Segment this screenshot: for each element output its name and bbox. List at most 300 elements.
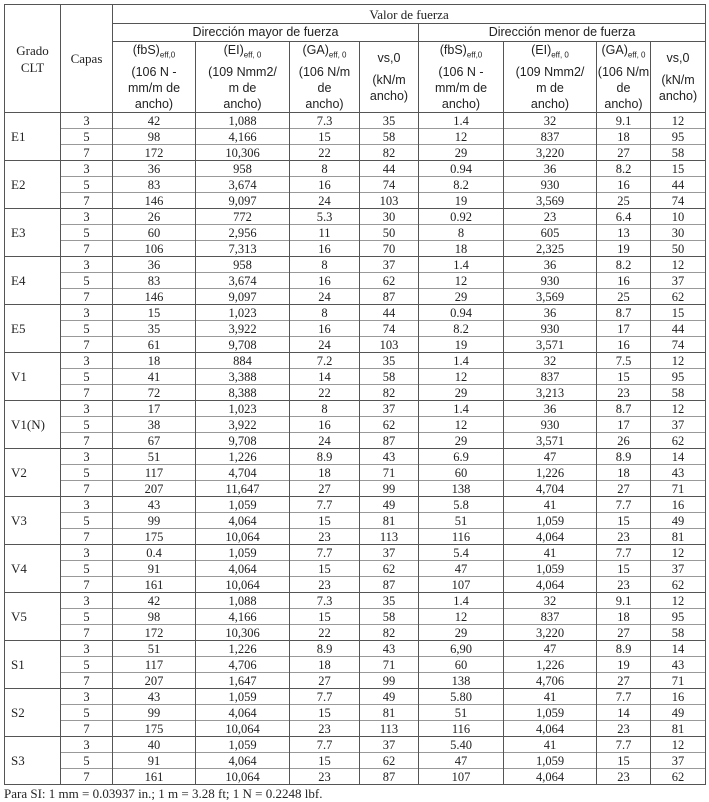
value-group-header: Valor de fuerza [113,5,706,24]
value-cell: 23 [504,209,597,225]
layers-cell: 7 [61,577,113,593]
value-cell: 36 [504,401,597,417]
value-cell: 47 [504,449,597,465]
col-unit-line: (106 N/m [298,64,351,79]
col-unit-line: ancho) [658,88,698,103]
value-cell: 4,064 [504,769,597,785]
col-unit-line: (106 N/m [597,64,650,79]
table-row [5,401,706,417]
col-symbol-subscript: eff, 0 [243,50,262,60]
value-cell: 37 [360,737,419,753]
value-cell: 18 [597,129,651,145]
value-cell: 930 [504,177,597,193]
value-cell: 4,064 [504,529,597,545]
table-header [5,5,706,113]
col-symbol: (fbS) [439,43,467,58]
table-row [5,241,706,257]
value-cell: 884 [196,353,290,369]
value-cell: 37 [360,545,419,561]
table-row [5,577,706,593]
value-cell: 7.7 [597,737,651,753]
value-cell: 71 [651,481,706,497]
value-cell: 16 [290,321,360,337]
major-col-header-2 [290,42,360,113]
value-cell: 27 [597,625,651,641]
col-unit-line: de [317,80,332,95]
value-cell: 15 [597,561,651,577]
value-cell: 12 [651,353,706,369]
col-unit-line: mm/m de [127,80,181,95]
value-cell: 161 [113,769,196,785]
major-col-header-1 [196,42,290,113]
table-row [5,497,706,513]
col-symbol: (EI) [531,43,552,58]
value-cell: 43 [651,465,706,481]
value-cell: 1,059 [196,689,290,705]
value-cell: 62 [651,577,706,593]
col-symbol-subscript: eff, 0 [551,50,569,60]
value-cell: 16 [290,177,360,193]
value-cell: 0.94 [419,305,504,321]
value-cell: 42 [113,113,196,129]
value-cell: 87 [360,433,419,449]
value-cell: 32 [504,353,597,369]
grade-cell: V1 [5,353,61,401]
value-cell: 99 [360,481,419,497]
value-cell: 98 [113,129,196,145]
layers-cell: 7 [61,721,113,737]
table-row [5,289,706,305]
table-body [5,113,706,785]
value-cell: 47 [419,753,504,769]
value-cell: 107 [419,769,504,785]
layers-cell: 5 [61,465,113,481]
value-cell: 99 [360,673,419,689]
value-cell: 36 [504,161,597,177]
layers-cell: 7 [61,481,113,497]
grade-cell: V1(N) [5,401,61,449]
grade-cell: V2 [5,449,61,497]
value-cell: 29 [419,385,504,401]
value-cell: 83 [113,177,196,193]
table-row [5,737,706,753]
col-unit-line: (109 Nmm2/ [515,64,585,79]
table-row [5,257,706,273]
layers-cell: 7 [61,193,113,209]
value-cell: 5.80 [419,689,504,705]
value-cell: 9,708 [196,433,290,449]
value-cell: 62 [360,417,419,433]
col-symbol: (GA) [302,43,329,58]
value-cell: 87 [360,289,419,305]
table-row [5,305,706,321]
layers-cell: 7 [61,385,113,401]
value-cell: 19 [597,241,651,257]
value-cell: 8.7 [597,305,651,321]
table-row [5,769,706,785]
value-cell: 103 [360,193,419,209]
col-unit-line: ancho) [604,96,643,111]
value-cell: 8.2 [597,257,651,273]
value-cell: 7.7 [597,497,651,513]
value-cell: 15 [290,513,360,529]
layers-cell: 3 [61,305,113,321]
value-cell: 15 [651,161,706,177]
value-cell: 44 [651,321,706,337]
value-cell: 1.4 [419,401,504,417]
value-cell: 19 [419,193,504,209]
value-cell: 8 [290,161,360,177]
value-cell: 0.92 [419,209,504,225]
value-cell: 70 [360,241,419,257]
value-cell: 81 [360,705,419,721]
col-unit-line: de [616,80,631,95]
value-cell: 7.2 [290,353,360,369]
value-cell: 81 [651,529,706,545]
value-cell: 49 [651,513,706,529]
value-cell: 161 [113,577,196,593]
layers-cell: 3 [61,641,113,657]
value-cell: 83 [113,273,196,289]
col-unit-line: (kN/m [372,72,406,87]
value-cell: 26 [113,209,196,225]
value-cell: 6.9 [419,449,504,465]
value-cell: 22 [290,625,360,641]
value-cell: 4,706 [196,657,290,673]
layers-cell: 7 [61,769,113,785]
col-unit-line: ancho) [441,96,481,111]
value-cell: 29 [419,625,504,641]
value-cell: 37 [651,273,706,289]
value-cell: 58 [651,385,706,401]
grade-cell: E5 [5,305,61,353]
value-cell: 72 [113,385,196,401]
grade-cell: S3 [5,737,61,785]
layers-cell: 3 [61,689,113,705]
value-cell: 12 [651,737,706,753]
col-symbol: (GA) [601,43,628,58]
value-cell: 47 [419,561,504,577]
value-cell: 8,388 [196,385,290,401]
table-row [5,545,706,561]
value-cell: 0.94 [419,161,504,177]
minor-col-header-3 [651,42,706,113]
value-cell: 7.7 [597,545,651,561]
grade-cell: V4 [5,545,61,593]
value-cell: 12 [419,129,504,145]
value-cell: 8.9 [290,641,360,657]
table-row [5,561,706,577]
value-cell: 51 [419,513,504,529]
value-cell: 49 [360,497,419,513]
value-cell: 41 [504,497,597,513]
value-cell: 1,059 [504,753,597,769]
value-cell: 62 [360,561,419,577]
value-cell: 32 [504,593,597,609]
value-cell: 43 [113,497,196,513]
value-cell: 7.7 [290,545,360,561]
grade-cell: E3 [5,209,61,257]
layers-cell: 5 [61,417,113,433]
value-cell: 37 [651,417,706,433]
value-cell: 1.4 [419,593,504,609]
value-cell: 15 [597,513,651,529]
value-cell: 4,704 [196,465,290,481]
value-cell: 1,059 [196,497,290,513]
value-cell: 27 [290,673,360,689]
value-cell: 87 [360,769,419,785]
value-cell: 10,064 [196,721,290,737]
table-row [5,641,706,657]
col-unit-line: ancho) [305,96,344,111]
col-symbol-subscript: eff, 0 [328,50,347,60]
value-cell: 8.9 [597,641,651,657]
value-cell: 15 [651,305,706,321]
table-row [5,353,706,369]
value-cell: 32 [504,113,597,129]
col-unit-line: ancho) [369,88,409,103]
grade-cell: S1 [5,641,61,689]
layers-cell: 7 [61,529,113,545]
value-cell: 7.3 [290,593,360,609]
value-cell: 43 [360,449,419,465]
value-cell: 10,064 [196,577,290,593]
col-unit-line: m de [228,80,257,95]
value-cell: 18 [113,353,196,369]
value-cell: 27 [597,673,651,689]
layers-cell: 5 [61,657,113,673]
value-cell: 1,059 [504,705,597,721]
value-cell: 6,90 [419,641,504,657]
value-cell: 58 [360,129,419,145]
value-cell: 14 [290,369,360,385]
value-cell: 4,064 [196,513,290,529]
value-cell: 37 [360,401,419,417]
value-cell: 930 [504,417,597,433]
value-cell: 3,571 [504,433,597,449]
table-row [5,225,706,241]
table-row [5,705,706,721]
value-cell: 23 [597,529,651,545]
grade-cell: S2 [5,689,61,737]
table-row [5,513,706,529]
value-cell: 837 [504,129,597,145]
value-cell: 1.4 [419,257,504,273]
value-cell: 207 [113,673,196,689]
value-cell: 12 [651,257,706,273]
value-cell: 4,064 [196,561,290,577]
table-row [5,753,706,769]
value-cell: 605 [504,225,597,241]
value-cell: 37 [360,257,419,273]
layers-cell: 5 [61,513,113,529]
value-cell: 172 [113,625,196,641]
value-cell: 43 [651,657,706,673]
value-cell: 23 [290,769,360,785]
minor-col-header-1 [504,42,597,113]
layers-cell: 5 [61,705,113,721]
value-cell: 18 [597,465,651,481]
layers-cell: 3 [61,209,113,225]
value-cell: 81 [360,513,419,529]
table-row [5,657,706,673]
value-cell: 62 [360,753,419,769]
value-cell: 5.8 [419,497,504,513]
value-cell: 74 [651,337,706,353]
layers-cell: 5 [61,177,113,193]
value-cell: 71 [360,465,419,481]
col-symbol: (EI) [223,43,244,58]
value-cell: 17 [113,401,196,417]
value-cell: 62 [360,273,419,289]
value-cell: 15 [113,305,196,321]
col-unit-line: ancho) [530,96,570,111]
minor-col-header-0 [419,42,504,113]
clt-table-container [4,4,705,802]
layers-cell: 5 [61,129,113,145]
value-cell: 9,708 [196,337,290,353]
layers-cell: 5 [61,609,113,625]
grade-cell: E1 [5,113,61,161]
table-row [5,465,706,481]
major-col-header-0 [113,42,196,113]
value-cell: 15 [290,609,360,625]
value-cell: 138 [419,481,504,497]
value-cell: 138 [419,673,504,689]
value-cell: 37 [651,561,706,577]
value-cell: 113 [360,721,419,737]
value-cell: 99 [113,705,196,721]
value-cell: 23 [290,529,360,545]
col-unit-line: (kN/m [661,72,695,87]
value-cell: 3,674 [196,177,290,193]
value-cell: 29 [419,145,504,161]
value-cell: 42 [113,593,196,609]
value-cell: 15 [597,753,651,769]
value-cell: 24 [290,337,360,353]
value-cell: 12 [419,609,504,625]
major-direction-header: Dirección mayor de fuerza [113,24,419,42]
grade-column-header: Grado CLT [5,5,61,113]
col-unit-line: (109 Nmm2/ [208,64,277,79]
value-cell: 49 [360,689,419,705]
value-cell: 30 [360,209,419,225]
value-cell: 5.4 [419,545,504,561]
value-cell: 7.7 [290,497,360,513]
value-cell: 19 [597,657,651,673]
value-cell: 35 [113,321,196,337]
value-cell: 27 [597,481,651,497]
value-cell: 36 [113,257,196,273]
value-cell: 16 [597,177,651,193]
value-cell: 23 [290,577,360,593]
value-cell: 15 [290,129,360,145]
value-cell: 30 [651,225,706,241]
value-cell: 61 [113,337,196,353]
col-symbol-subscript: eff,0 [466,50,483,60]
value-cell: 10,306 [196,145,290,161]
value-cell: 44 [651,177,706,193]
value-cell: 50 [360,225,419,241]
layers-cell: 7 [61,145,113,161]
value-cell: 9,097 [196,193,290,209]
value-cell: 7.5 [597,353,651,369]
value-cell: 8 [290,305,360,321]
layers-cell: 7 [61,337,113,353]
value-cell: 82 [360,625,419,641]
layers-cell: 7 [61,673,113,689]
value-cell: 51 [113,641,196,657]
value-cell: 18 [290,657,360,673]
value-cell: 3,220 [504,145,597,161]
value-cell: 35 [360,593,419,609]
minor-col-header-2 [597,42,651,113]
table-row [5,161,706,177]
value-cell: 74 [651,193,706,209]
value-cell: 23 [597,721,651,737]
value-cell: 175 [113,721,196,737]
value-cell: 62 [651,289,706,305]
layers-cell: 5 [61,273,113,289]
value-cell: 91 [113,561,196,577]
value-cell: 10,064 [196,529,290,545]
value-cell: 8 [419,225,504,241]
value-cell: 50 [651,241,706,257]
value-cell: 4,166 [196,609,290,625]
value-cell: 29 [419,289,504,305]
layers-cell: 3 [61,161,113,177]
table-row [5,689,706,705]
value-cell: 1,059 [196,737,290,753]
value-cell: 7.3 [290,113,360,129]
value-cell: 87 [360,577,419,593]
table-row [5,529,706,545]
value-cell: 74 [360,321,419,337]
value-cell: 0.4 [113,545,196,561]
col-unit-line: mm/m de [434,80,488,95]
value-cell: 837 [504,609,597,625]
table-row [5,209,706,225]
value-cell: 38 [113,417,196,433]
value-cell: 1,023 [196,305,290,321]
value-cell: 1,023 [196,401,290,417]
value-cell: 95 [651,369,706,385]
col-symbol-subscript: eff, 0 [627,50,646,60]
value-cell: 116 [419,721,504,737]
value-cell: 1.4 [419,353,504,369]
value-cell: 19 [419,337,504,353]
layers-cell: 5 [61,321,113,337]
table-row [5,177,706,193]
value-cell: 24 [290,433,360,449]
table-row [5,433,706,449]
value-cell: 1,226 [504,465,597,481]
table-row [5,337,706,353]
value-cell: 58 [360,609,419,625]
value-cell: 116 [419,529,504,545]
value-cell: 3,674 [196,273,290,289]
table-row [5,129,706,145]
value-cell: 17 [597,321,651,337]
col-unit-line: m de [536,80,564,95]
value-cell: 35 [360,113,419,129]
value-cell: 930 [504,273,597,289]
value-cell: 82 [360,385,419,401]
value-cell: 18 [419,241,504,257]
col-unit-line: ancho) [223,96,262,111]
value-cell: 24 [290,289,360,305]
value-cell: 60 [113,225,196,241]
